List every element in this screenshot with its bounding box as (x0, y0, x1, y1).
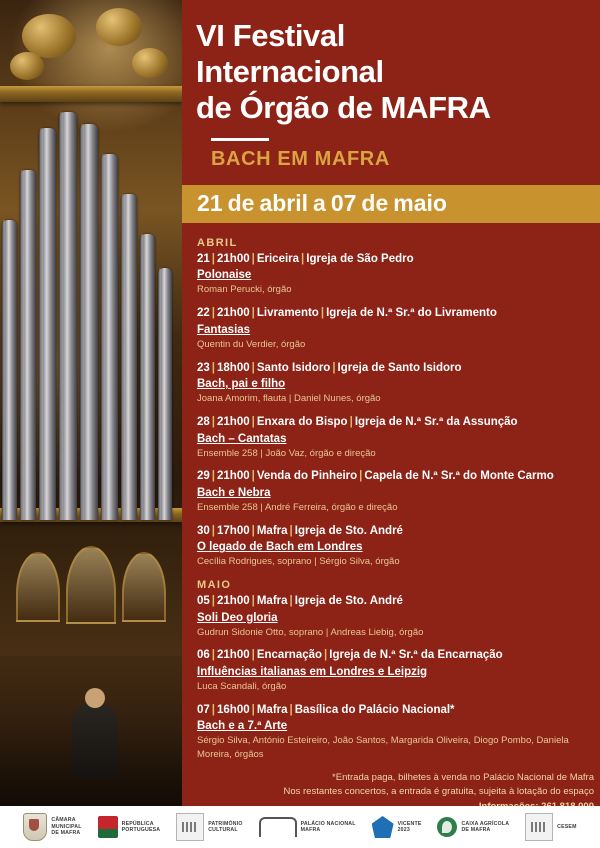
event-venue: Igreja de N.ª Sr.ª da Assunção (354, 415, 518, 428)
event-piece: Bach, pai e filho (197, 378, 286, 391)
event-performers: Ensemble 258 | André Ferreira, órgão e direção (197, 501, 398, 513)
logo-label: PALÁCIO NACIONAL MAFRA (300, 820, 356, 833)
event-item (197, 415, 590, 460)
event-item (197, 524, 590, 569)
logo-label: VICENTE 2023 (397, 820, 422, 833)
start-day: 21 (197, 190, 223, 217)
organ-pipe (140, 234, 155, 520)
title-line-3: de Órgão de MAFRA (196, 89, 491, 125)
coat-of-arms-icon (23, 813, 47, 841)
gold-ornament-2 (96, 8, 142, 46)
event-item (197, 594, 590, 639)
palace-outline-icon (259, 817, 297, 837)
event-header: 30 | 17h00 | Mafra | Igreja de Sto. André (197, 524, 403, 537)
event-performers: Cecília Rodrigues, soprano | Sérgio Silva, órgão (197, 556, 400, 568)
event-place: Mafra (256, 703, 288, 716)
logo-palacio-nacional-mafra (259, 812, 356, 842)
event-time: 16h00 (217, 703, 250, 716)
organ-pipe (20, 170, 36, 520)
event-day: 05 (197, 595, 210, 608)
event-day: 06 (197, 649, 210, 662)
event-day: 21 (197, 252, 210, 265)
logo-label: CAIXA AGRÍCOLA DE MAFRA (461, 820, 510, 833)
event-performers: Roman Perucki, órgão (197, 284, 292, 296)
event-performers: Luca Scandali, órgão (197, 681, 287, 693)
note-free-entry: Nos restantes concertos, a entrada é gratuita, sujeita à lotação do espaço (283, 786, 594, 798)
event-piece: Bach – Cantatas (197, 432, 287, 445)
event-venue: Igreja de N.ª Sr.ª da Encarnação (329, 649, 503, 662)
event-day: 29 (197, 470, 210, 483)
date-word-de-2: de (361, 190, 389, 217)
organ-pipe (2, 220, 17, 520)
organ-photograph (0, 0, 182, 806)
end-day: 07 (330, 190, 357, 217)
organ-pipe (158, 268, 172, 520)
event-time: 21h00 (217, 595, 250, 608)
event-place: Encarnação (256, 649, 323, 662)
month-heading-abril: ABRIL (197, 236, 238, 249)
organ-pipe (101, 154, 118, 520)
event-venue: Igreja de Santo Isidoro (337, 361, 462, 374)
caixa-leaf-icon (437, 817, 457, 837)
logo-label: CESEM (557, 823, 577, 830)
event-item (197, 306, 590, 351)
event-place: Santo Isidoro (256, 361, 331, 374)
event-header: 07 | 16h00 | Mafra | Basílica do Palácio Nacional* (197, 703, 455, 716)
sponsor-logo-strip (0, 806, 600, 848)
organ-pipe (39, 128, 56, 520)
event-time: 21h00 (217, 415, 250, 428)
event-item (197, 703, 590, 762)
gold-ornament-4 (132, 48, 168, 78)
event-day: 30 (197, 524, 210, 537)
event-piece: Polonaise (197, 269, 252, 282)
logo-caixa-agricola-mafra (437, 812, 509, 842)
organ-pipe (121, 194, 137, 520)
month-heading-maio: MAIO (197, 579, 232, 592)
event-place: Livramento (256, 307, 319, 320)
event-day: 22 (197, 307, 210, 320)
event-header: 23 | 18h00 | Santo Isidoro | Igreja de Santo Isidoro (197, 361, 462, 374)
organ-pipe (80, 124, 98, 520)
event-header: 22 | 21h00 | Livramento | Igreja de N.ª Sr.ª do Livramento (197, 307, 497, 320)
heritage-mark-icon (176, 813, 204, 841)
event-day: 23 (197, 361, 210, 374)
event-header: 06 | 21h00 | Encarnação | Igreja de N.ª Sr.ª da Encarnação (197, 649, 503, 662)
event-venue: Igreja de N.ª Sr.ª do Livramento (326, 307, 497, 320)
start-month: abril (259, 190, 309, 217)
event-day: 28 (197, 415, 210, 428)
poster-content (182, 0, 600, 806)
title-block (182, 0, 600, 171)
event-venue: Igreja de Sto. André (294, 524, 403, 537)
date-word-de-1: de (227, 190, 255, 217)
event-place: Enxara do Bispo (256, 415, 348, 428)
event-time: 21h00 (217, 307, 250, 320)
event-venue: Igreja de São Pedro (306, 252, 414, 265)
event-place: Ericeira (256, 252, 300, 265)
event-item (197, 252, 590, 297)
event-performers: Sérgio Silva, António Esteireiro, João Santos, Margarida Oliveira, Diogo Pombo, Daniela Moreira, órgãos (197, 735, 569, 761)
event-time: 21h00 (217, 649, 250, 662)
event-time: 18h00 (217, 361, 250, 374)
event-performers: Gudrun Sidonie Otto, soprano | Andreas Liebig, órgão (197, 626, 424, 638)
republic-shield-icon (98, 816, 118, 838)
event-piece: Bach e Nebra (197, 486, 271, 499)
festival-dates-bar (182, 185, 600, 223)
event-item (197, 648, 590, 693)
cesem-mark-icon (525, 813, 553, 841)
title-line-2: Internacional (196, 53, 384, 89)
event-piece: Influências italianas em Londres e Leipzig (197, 666, 428, 678)
event-place: Mafra (256, 524, 288, 537)
organist-figure (72, 702, 118, 778)
logo-label: PATRIMÓNIO CULTURAL (208, 820, 243, 833)
event-venue: Basílica do Palácio Nacional* (294, 703, 455, 716)
logo-label: CÂMARA MUNICIPAL DE MAFRA (51, 817, 82, 837)
logo-republica-portuguesa (98, 812, 161, 842)
title-line-1: VI Festival (196, 18, 345, 53)
event-day: 07 (197, 703, 210, 716)
note-paid-entry: *Entrada paga, bilhetes à venda no Palácio Nacional de Mafra (332, 772, 594, 783)
gold-ornament-3 (10, 52, 44, 80)
logo-cesem (525, 812, 576, 842)
date-word-a: a (313, 190, 326, 217)
event-time: 21h00 (217, 252, 250, 265)
program-list (182, 223, 600, 762)
event-piece: Bach e a 7.ª Arte (197, 720, 288, 733)
event-place: Mafra (256, 595, 288, 608)
event-header: 29 | 21h00 | Venda do Pinheiro | Capela de N.ª Sr.ª do Monte Carmo (197, 470, 554, 483)
event-item (197, 361, 590, 406)
event-place: Venda do Pinheiro (256, 470, 358, 483)
event-performers: Quentin du Verdier, órgão (197, 338, 306, 350)
event-header: 21 | 21h00 | Ericeira | Igreja de São Pedro (197, 252, 414, 265)
event-venue: Igreja de Sto. André (294, 595, 403, 608)
event-piece: O legado de Bach em Londres (197, 541, 363, 554)
event-item (197, 469, 590, 514)
poster-subtitle: BACH EM MAFRA (211, 147, 390, 170)
event-header: 05 | 21h00 | Mafra | Igreja de Sto. André (197, 595, 403, 608)
vicente-mark-icon (372, 816, 394, 838)
event-piece: Soli Deo gloria (197, 611, 278, 624)
event-header: 28 | 21h00 | Enxara do Bispo | Igreja de N.ª Sr.ª da Assunção (197, 415, 518, 428)
organ-pipe (59, 112, 77, 520)
event-performers: Ensemble 258 | João Vaz, órgão e direção (197, 447, 376, 459)
logo-label: REPÚBLICA PORTUGUESA (121, 820, 161, 833)
event-piece: Fantasias (197, 323, 251, 336)
event-performers: Joana Amorim, flauta | Daniel Nunes, órgão (197, 393, 381, 405)
event-time: 17h00 (217, 524, 250, 537)
logo-patrimonio-cultural (176, 812, 242, 842)
event-venue: Capela de N.ª Sr.ª do Monte Carmo (364, 470, 554, 483)
title-divider (211, 138, 269, 141)
end-month: maio (393, 190, 447, 217)
event-time: 21h00 (217, 470, 250, 483)
logo-camara-municipal-mafra (23, 812, 81, 842)
logo-vicente-2023 (372, 812, 422, 842)
organ-pipes (0, 100, 182, 520)
